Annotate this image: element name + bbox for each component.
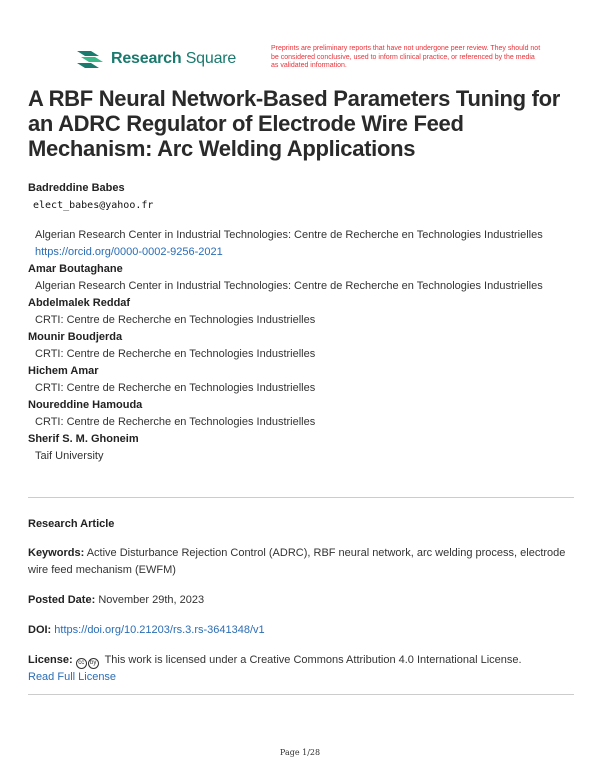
author-name: Sherif S. M. Ghoneim <box>28 433 139 445</box>
preprint-notice: Preprints are preliminary reports that have not undergone peer review. They should not be considered conclusive, used to inform clinical practice, or referenced by the media as validated information. <box>271 45 541 69</box>
author-affiliation: Algerian Research Center in Industrial Technologies: Centre de Recherche en Technologies Industrielles <box>35 229 543 241</box>
author-name: Abdelmalek Reddaf <box>28 297 131 309</box>
posted-date-value: November 29th, 2023 <box>98 594 205 606</box>
author-name: Noureddine Hamouda <box>28 399 143 411</box>
posted-date-label: Posted Date: <box>28 594 96 606</box>
author-list <box>28 180 588 465</box>
author-name: Hichem Amar <box>28 365 99 377</box>
keywords-label: Keywords: <box>28 547 85 559</box>
author-affiliation: CRTI: Centre de Recherche en Technologies Industrielles <box>35 382 316 394</box>
page-number: Page 1/28 <box>279 748 321 757</box>
brand-name-light: Square <box>185 50 237 67</box>
author-name: Badreddine Babes <box>28 182 125 194</box>
author-affiliation: CRTI: Centre de Recherche en Technologies Industrielles <box>35 416 316 428</box>
divider <box>28 497 574 498</box>
research-square-logo[interactable] <box>75 48 236 70</box>
brand-name-bold: Research <box>111 50 182 67</box>
divider <box>28 694 574 695</box>
license-label: License: <box>28 654 73 666</box>
article-type-label: Research Article <box>28 518 115 530</box>
orcid-link[interactable] <box>28 244 588 261</box>
research-square-logo-icon <box>75 48 105 70</box>
cc-icon: cc <box>76 658 87 669</box>
article-type <box>28 516 574 533</box>
posted-date <box>28 592 574 609</box>
license-text: This work is licensed under a Creative Commons Attribution 4.0 International License. <box>104 654 522 666</box>
keywords <box>28 545 574 579</box>
license <box>28 652 574 686</box>
author-name: Amar Boutaghane <box>28 263 123 275</box>
doi-link[interactable]: https://doi.org/10.21203/rs.3.rs-3641348/v1 <box>54 624 265 636</box>
author-affiliation: CRTI: Centre de Recherche en Technologies Industrielles <box>35 348 316 360</box>
doi-label: DOI: <box>28 624 52 636</box>
brand-name <box>111 50 236 68</box>
cc-by-icon: by <box>88 658 99 669</box>
keywords-text: Active Disturbance Rejection Control (ADRC), RBF neural network, arc welding process, electrode wire feed mechanism (EWFM) <box>28 547 566 576</box>
cc-license-icons <box>76 658 99 669</box>
author-affiliation: CRTI: Centre de Recherche en Technologies Industrielles <box>35 314 316 326</box>
orcid-link-text[interactable]: https://orcid.org/0000-0002-9256-2021 <box>35 246 223 258</box>
author-email[interactable]: elect_babes@yahoo.fr <box>33 200 154 211</box>
author-affiliation: Algerian Research Center in Industrial Technologies: Centre de Recherche en Technologies Industrielles <box>35 280 543 292</box>
read-full-license-link[interactable]: Read Full License <box>28 671 117 683</box>
author-name: Mounir Boudjerda <box>28 331 123 343</box>
doi <box>28 622 574 639</box>
paper-title: A RBF Neural Network-Based Parameters Tuning for an ADRC Regulator of Electrode Wire Feed Mechanism: Arc Welding Applications <box>28 86 561 161</box>
author-affiliation: Taif University <box>35 450 104 462</box>
